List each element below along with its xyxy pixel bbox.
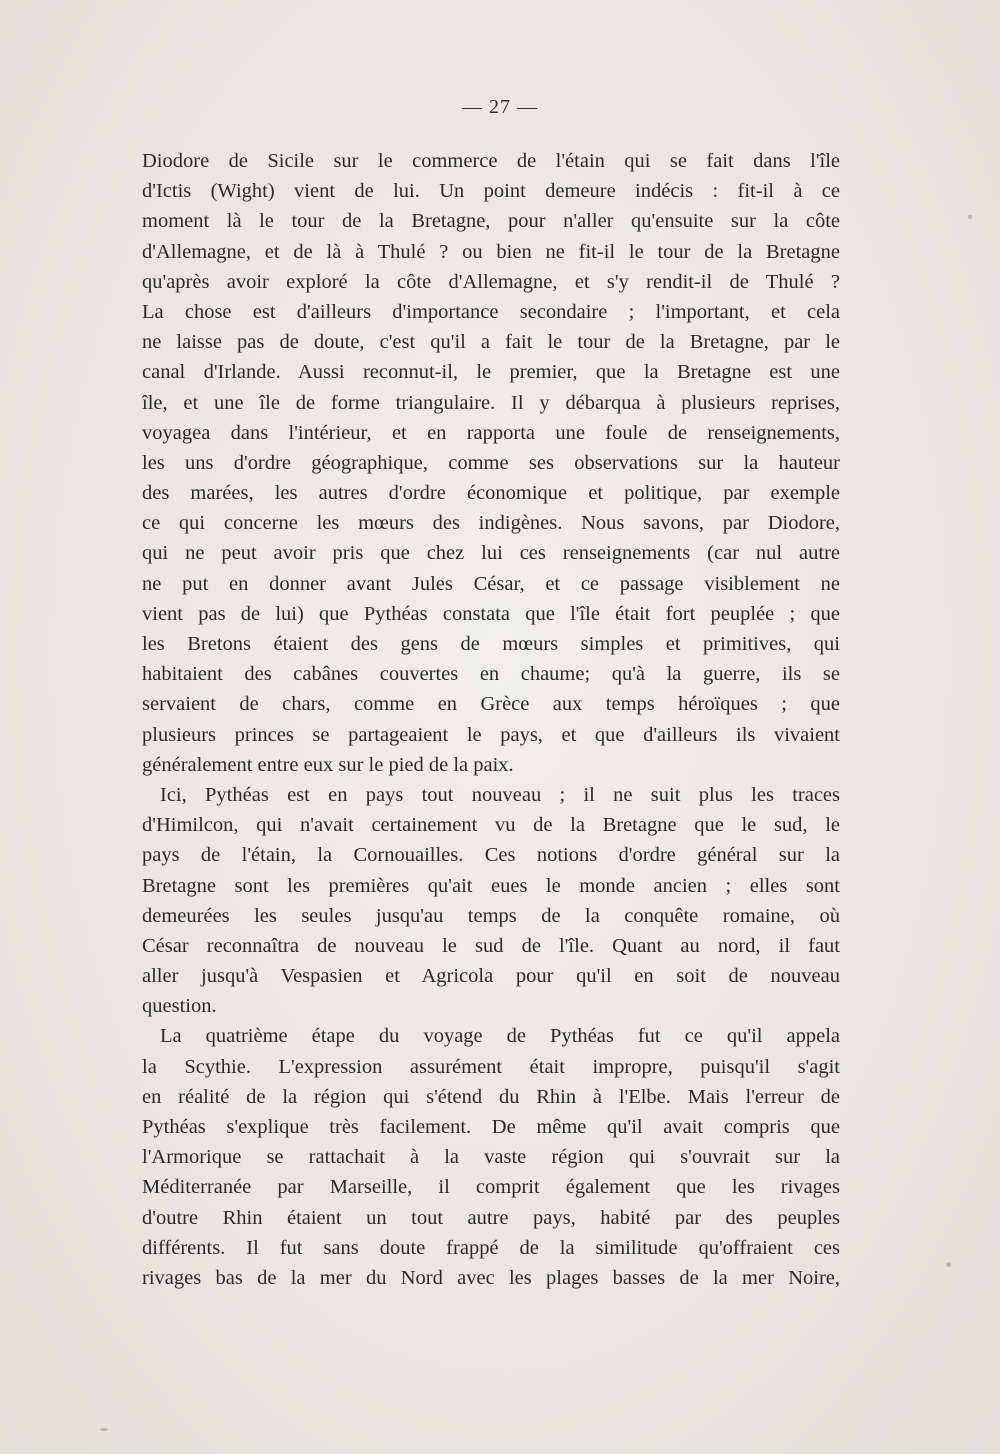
text-line: d'Allemagne, et de là à Thulé ? ou bien ne fit-il le tour de la Bretagne bbox=[142, 240, 840, 263]
text-line: La quatrième étape du voyage de Pythéas fut ce qu'il appela bbox=[160, 1025, 840, 1048]
text-line: La chose est d'ailleurs d'importance secondaire ; l'important, et cela bbox=[142, 300, 840, 323]
text-line: la Scythie. L'expression assurément était impropre, puisqu'il s'agit bbox=[142, 1055, 840, 1078]
text-line: les uns d'ordre géographique, comme ses observations sur la hauteur bbox=[142, 451, 840, 474]
text-line: d'Himilcon, qui n'avait certainement vu de la Bretagne que le sud, le bbox=[142, 814, 840, 837]
text-line: ne put en donner avant Jules César, et ce passage visiblement ne bbox=[142, 572, 840, 595]
paper-speck bbox=[946, 1262, 951, 1267]
text-line: voyagea dans l'intérieur, et en rapporta une foule de renseignements, bbox=[142, 421, 840, 444]
text-line: habitaient des cabânes couvertes en chaume; qu'à la guerre, ils se bbox=[142, 663, 840, 686]
body-text bbox=[142, 146, 840, 1293]
text-line: plusieurs princes se partageaient le pays, et que d'ailleurs ils vivaient bbox=[142, 723, 840, 746]
text-line: en réalité de la région qui s'étend du Rhin à l'Elbe. Mais l'erreur de bbox=[142, 1085, 840, 1108]
text-line: question. bbox=[142, 995, 217, 1018]
text-line: Diodore de Sicile sur le commerce de l'étain qui se fait dans l'île bbox=[142, 150, 840, 172]
text-line: Méditerranée par Marseille, il comprit également que les rivages bbox=[142, 1176, 840, 1199]
text-line: rivages bas de la mer du Nord avec les plages basses de la mer Noire, bbox=[142, 1266, 840, 1289]
text-line: ce qui concerne les mœurs des indigènes. Nous savons, par Diodore, bbox=[142, 512, 840, 535]
text-line: aller jusqu'à Vespasien et Agricola pour qu'il en soit de nouveau bbox=[142, 965, 840, 988]
text-line: demeurées les seules jusqu'au temps de la conquête romaine, où bbox=[142, 904, 840, 927]
text-line: pays de l'étain, la Cornouailles. Ces notions d'ordre général sur la bbox=[142, 844, 840, 867]
text-line: qu'après avoir exploré la côte d'Allemagne, et s'y rendit-il de Thulé ? bbox=[142, 270, 840, 293]
text-line: qui ne peut avoir pris que chez lui ces renseignements (car nul autre bbox=[142, 542, 840, 565]
text-line: d'Ictis (Wight) vient de lui. Un point demeure indécis : fit-il à ce bbox=[142, 180, 840, 203]
text-line: Bretagne sont les premières qu'ait eues le monde ancien ; elles sont bbox=[142, 874, 840, 897]
page-number: — 27 — bbox=[462, 96, 538, 118]
text-line: d'outre Rhin étaient un tout autre pays, habité par des peuples bbox=[142, 1206, 840, 1229]
text-line: servaient de chars, comme en Grèce aux temps héroïques ; que bbox=[142, 693, 840, 716]
text-line: différents. Il fut sans doute frappé de la similitude qu'offraient ces bbox=[142, 1236, 840, 1259]
text-line: moment là le tour de la Bretagne, pour n'aller qu'ensuite sur la côte bbox=[142, 210, 840, 233]
text-line: ne laisse pas de doute, c'est qu'il a fait le tour de la Bretagne, par le bbox=[142, 331, 840, 354]
text-line: île, et une île de forme triangulaire. Il y débarqua à plusieurs reprises, bbox=[142, 391, 840, 414]
paper-speck bbox=[100, 1428, 108, 1431]
text-line: Ici, Pythéas est en pays tout nouveau ; il ne suit plus les traces bbox=[160, 783, 840, 806]
text-line: canal d'Irlande. Aussi reconnut-il, le premier, que la Bretagne est une bbox=[142, 361, 840, 384]
paper-speck bbox=[968, 215, 972, 219]
text-line: Pythéas s'explique très facilement. De même qu'il avait compris que bbox=[142, 1116, 840, 1138]
text-line: des marées, les autres d'ordre économique et politique, par exemple bbox=[142, 482, 840, 505]
text-line: l'Armorique se rattachait à la vaste région qui s'ouvrait sur la bbox=[142, 1146, 840, 1169]
text-line: généralement entre eux sur le pied de la paix. bbox=[142, 753, 514, 776]
text-line: les Bretons étaient des gens de mœurs simples et primitives, qui bbox=[142, 633, 840, 655]
text-line: vient pas de lui) que Pythéas constata que l'île était fort peuplée ; que bbox=[142, 602, 840, 625]
text-line: César reconnaîtra de nouveau le sud de l'île. Quant au nord, il faut bbox=[142, 934, 840, 957]
